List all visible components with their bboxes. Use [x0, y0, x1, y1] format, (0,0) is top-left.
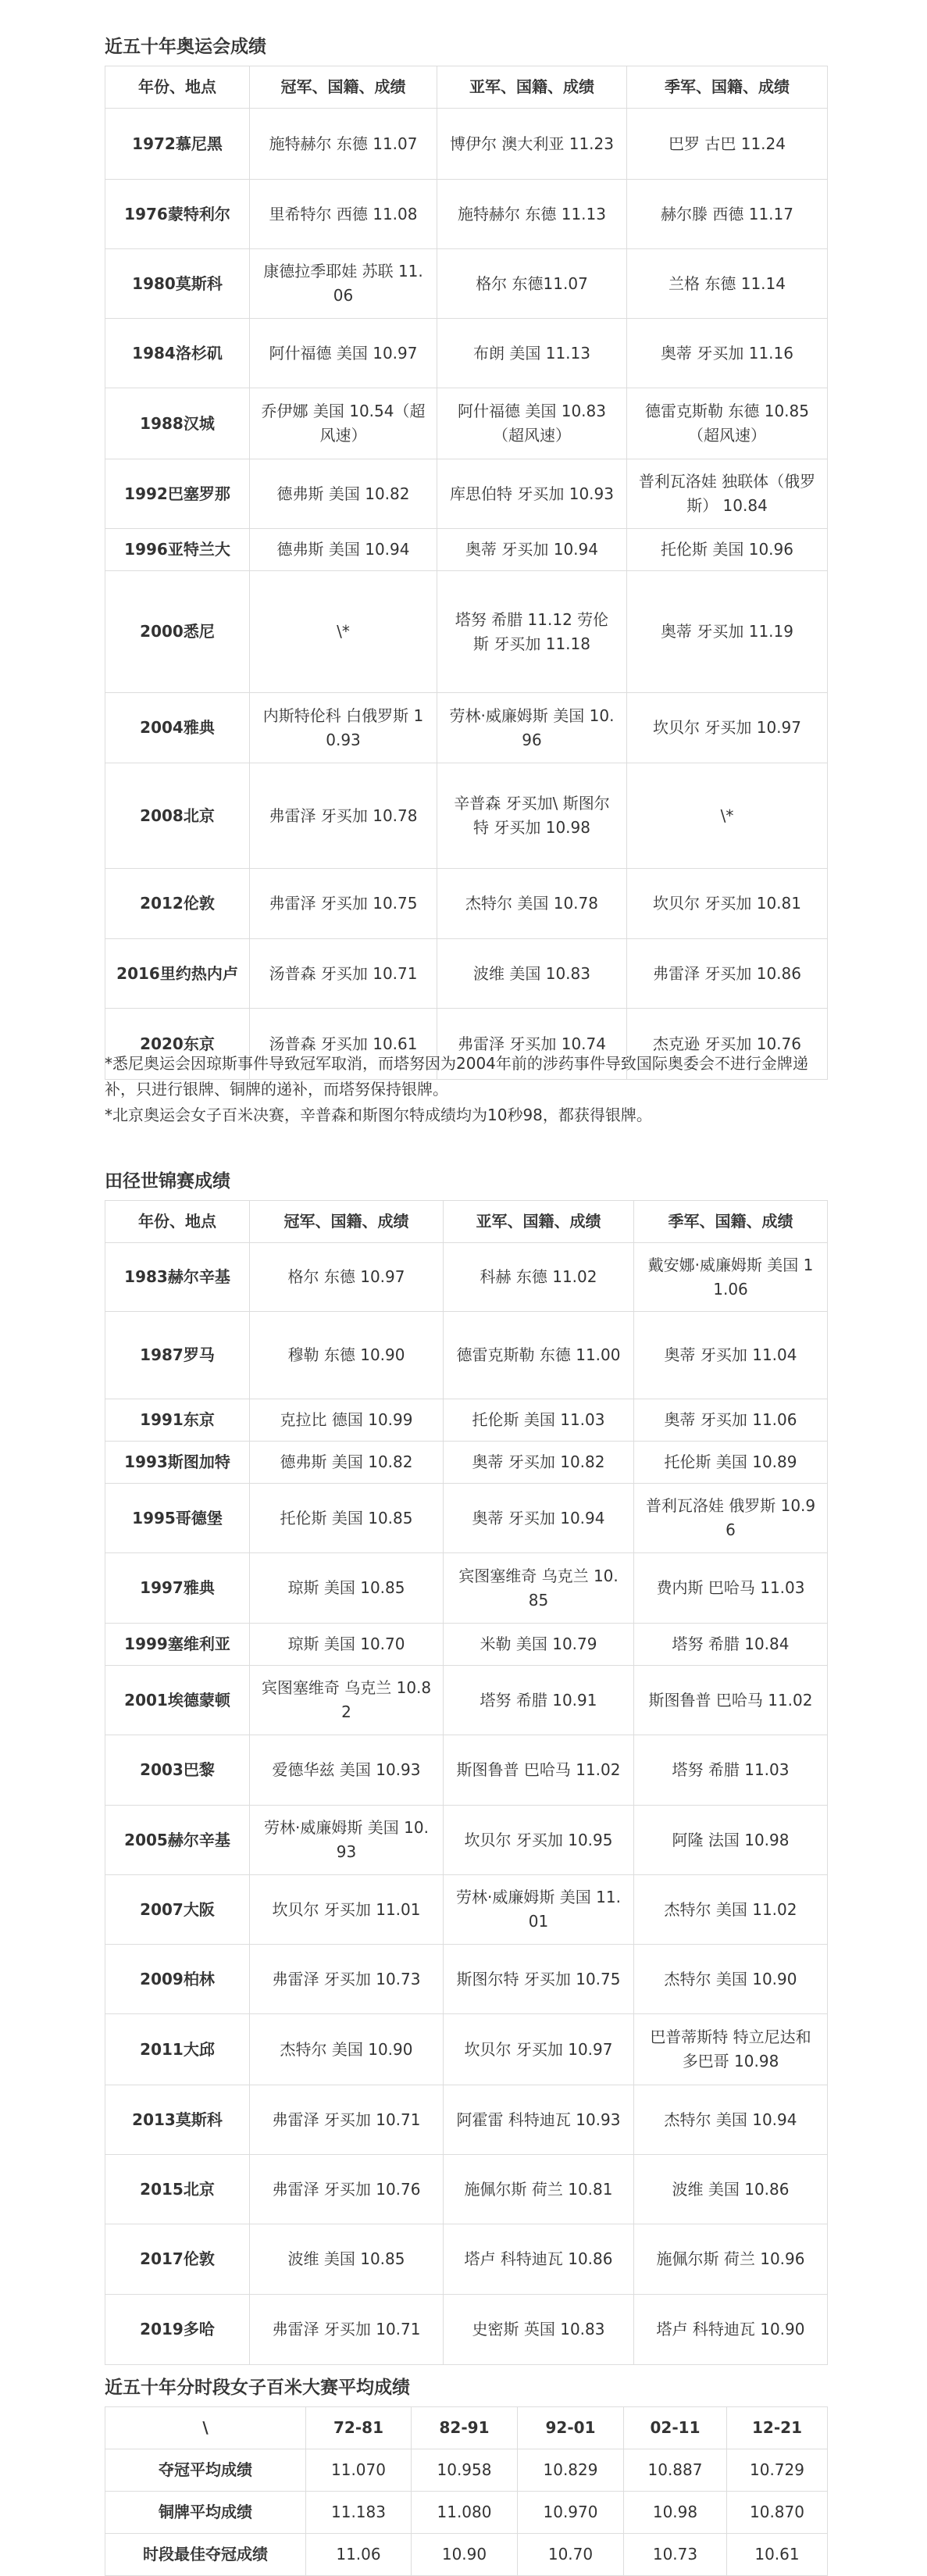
table-row: [105, 1243, 828, 1312]
row-label: 1993斯图加特: [105, 1442, 250, 1484]
table-cell: 杰特尔 美国 10.94: [634, 2085, 828, 2155]
table-cell: 德弗斯 美国 10.82: [250, 1442, 444, 1484]
row-label: 2013莫斯科: [105, 2085, 250, 2155]
row-label: 1984洛杉矶: [105, 319, 250, 388]
row-label: 夺冠平均成绩: [105, 2449, 306, 2492]
table-cell: 穆勒 东德 10.90: [250, 1312, 444, 1399]
table-row: [105, 388, 828, 459]
table-cell: 奥蒂 牙买加 10.94: [444, 1484, 634, 1553]
table-header-row: [105, 66, 828, 109]
row-label: 1997雅典: [105, 1553, 250, 1624]
table-cell: 杰特尔 美国 10.90: [634, 1945, 828, 2014]
table-row: [105, 2492, 828, 2534]
table-cell: 10.73: [624, 2534, 727, 2576]
table-row: [105, 2155, 828, 2224]
row-label: 铜牌平均成绩: [105, 2492, 306, 2534]
table-cell: 塔努 希腊 10.84: [634, 1624, 828, 1666]
table-row: [105, 2534, 828, 2576]
table-cell: 杰克逊 牙买加 10.76: [627, 1009, 828, 1080]
column-header: 12-21: [727, 2407, 828, 2449]
row-label: 2001埃德蒙顿: [105, 1666, 250, 1735]
table-cell: 阿什福德 美国 10.83（超风速）: [437, 388, 627, 459]
table-row: [105, 2224, 828, 2295]
table-cell: 普利瓦洛娃 俄罗斯 10.96: [634, 1484, 828, 1553]
olympics-notes: [105, 1051, 827, 1128]
olympics-note: *悉尼奥运会因琼斯事件导致冠军取消，而塔努因为2004年前的涉药事件导致国际奥委会不进行金牌递补，只进行银牌、铜牌的递补，而塔努保持银牌。: [105, 1054, 808, 1099]
table-cell: 10.970: [518, 2492, 624, 2534]
table-cell: 弗雷泽 牙买加 10.71: [250, 2085, 444, 2155]
table-cell: 宾图塞维奇 乌克兰 10.85: [444, 1553, 634, 1624]
table-cell: 赫尔滕 西德 11.17: [627, 180, 828, 249]
table-cell: 奥蒂 牙买加 11.04: [634, 1312, 828, 1399]
table-row: [105, 1806, 828, 1875]
table-cell: 斯图尔特 牙买加 10.75: [444, 1945, 634, 2014]
row-label: 1996亚特兰大: [105, 529, 250, 571]
table-cell: 克拉比 德国 10.99: [250, 1399, 444, 1442]
table-row: [105, 2014, 828, 2085]
table-cell: 科赫 东德 11.02: [444, 1243, 634, 1312]
table-cell: 10.870: [727, 2492, 828, 2534]
table-cell: 阿什福德 美国 10.97: [250, 319, 437, 388]
column-header: 72-81: [306, 2407, 412, 2449]
table-cell: 奥蒂 牙买加 10.82: [444, 1442, 634, 1484]
table-cell: 德雷克斯勒 东德 10.85（超风速）: [627, 388, 828, 459]
row-label: 2016里约热内卢: [105, 939, 250, 1009]
table-cell: 托伦斯 美国 10.89: [634, 1442, 828, 1484]
table-row: [105, 1624, 828, 1666]
table-header-row: [105, 1201, 828, 1243]
row-label: 2011大邱: [105, 2014, 250, 2085]
table-cell: 劳林·威廉姆斯 美国 10.96: [437, 693, 627, 763]
column-header: 82-91: [412, 2407, 518, 2449]
table-row: [105, 869, 828, 939]
table-cell: 阿隆 法国 10.98: [634, 1806, 828, 1875]
table-cell: 波维 美国 10.86: [634, 2155, 828, 2224]
worlds-table: [105, 1200, 828, 2365]
table-cell: 托伦斯 美国 11.03: [444, 1399, 634, 1442]
table-cell: 10.729: [727, 2449, 828, 2492]
table-cell: 琼斯 美国 10.70: [250, 1624, 444, 1666]
column-header: 亚军、国籍、成绩: [437, 66, 627, 109]
table-row: [105, 2295, 828, 2365]
table-cell: 博伊尔 澳大利亚 11.23: [437, 109, 627, 180]
table-cell: 托伦斯 美国 10.85: [250, 1484, 444, 1553]
table-cell: 乔伊娜 美国 10.54（超风速）: [250, 388, 437, 459]
table-cell: 坎贝尔 牙买加 10.97: [444, 2014, 634, 2085]
table-cell: 弗雷泽 牙买加 10.74: [437, 1009, 627, 1080]
table-cell: 波维 美国 10.83: [437, 939, 627, 1009]
row-label: 1976蒙特利尔: [105, 180, 250, 249]
table-cell: 11.080: [412, 2492, 518, 2534]
table-cell: 10.90: [412, 2534, 518, 2576]
row-label: 1983赫尔辛基: [105, 1243, 250, 1312]
table-cell: 杰特尔 美国 11.02: [634, 1875, 828, 1945]
table-cell: \*: [627, 763, 828, 869]
table-row: [105, 1666, 828, 1735]
column-header: 季军、国籍、成绩: [634, 1201, 828, 1243]
table-cell: 弗雷泽 牙买加 10.75: [250, 869, 437, 939]
table-cell: 弗雷泽 牙买加 10.76: [250, 2155, 444, 2224]
table-cell: 内斯特伦科 白俄罗斯 10.93: [250, 693, 437, 763]
table-cell: 康德拉季耶娃 苏联 11.06: [250, 249, 437, 319]
table-cell: 托伦斯 美国 10.96: [627, 529, 828, 571]
table-cell: 汤普森 牙买加 10.71: [250, 939, 437, 1009]
table-row: [105, 939, 828, 1009]
olympics-title: 近五十年奥运会成绩: [105, 37, 266, 57]
row-label: 1991东京: [105, 1399, 250, 1442]
table-row: [105, 1312, 828, 1399]
row-label: 2004雅典: [105, 693, 250, 763]
table-cell: 布朗 美国 11.13: [437, 319, 627, 388]
table-cell: 10.829: [518, 2449, 624, 2492]
table-cell: 弗雷泽 牙买加 10.78: [250, 763, 437, 869]
table-cell: 奥蒂 牙买加 11.19: [627, 571, 828, 693]
row-label: 2012伦敦: [105, 869, 250, 939]
table-row: [105, 1442, 828, 1484]
table-cell: 宾图塞维奇 乌克兰 10.82: [250, 1666, 444, 1735]
column-header: 92-01: [518, 2407, 624, 2449]
table-row: [105, 1875, 828, 1945]
table-cell: 坎贝尔 牙买加 10.97: [627, 693, 828, 763]
column-header: 02-11: [624, 2407, 727, 2449]
table-cell: 11.06: [306, 2534, 412, 2576]
table-row: [105, 763, 828, 869]
table-row: [105, 529, 828, 571]
table-cell: 德弗斯 美国 10.82: [250, 459, 437, 529]
table-cell: 施佩尔斯 荷兰 10.96: [634, 2224, 828, 2295]
table-cell: 杰特尔 美国 10.90: [250, 2014, 444, 2085]
table-cell: 里希特尔 西德 11.08: [250, 180, 437, 249]
row-label: 1995哥德堡: [105, 1484, 250, 1553]
table-cell: 兰格 东德 11.14: [627, 249, 828, 319]
table-cell: 巴罗 古巴 11.24: [627, 109, 828, 180]
column-header: 冠军、国籍、成绩: [250, 66, 437, 109]
row-label: 1980莫斯科: [105, 249, 250, 319]
row-label: 1988汉城: [105, 388, 250, 459]
table-cell: 10.958: [412, 2449, 518, 2492]
row-label: 2007大阪: [105, 1875, 250, 1945]
table-cell: 杰特尔 美国 10.78: [437, 869, 627, 939]
table-cell: 施特赫尔 东德 11.13: [437, 180, 627, 249]
table-cell: 塔努 希腊 11.12 劳伦斯 牙买加 11.18: [437, 571, 627, 693]
table-cell: 阿霍雷 科特迪瓦 10.93: [444, 2085, 634, 2155]
averages-table: [105, 2406, 828, 2576]
table-row: [105, 249, 828, 319]
row-label: 2005赫尔辛基: [105, 1806, 250, 1875]
table-cell: 10.887: [624, 2449, 727, 2492]
olympics-note: *北京奥运会女子百米决赛，辛普森和斯图尔特成绩均为10秒98，都获得银牌。: [105, 1106, 652, 1124]
table-cell: 弗雷泽 牙买加 10.73: [250, 1945, 444, 2014]
table-cell: 波维 美国 10.85: [250, 2224, 444, 2295]
table-cell: 塔努 希腊 10.91: [444, 1666, 634, 1735]
row-label: 2020东京: [105, 1009, 250, 1080]
table-row: [105, 693, 828, 763]
table-cell: 11.070: [306, 2449, 412, 2492]
column-header: 冠军、国籍、成绩: [250, 1201, 444, 1243]
table-cell: 坎贝尔 牙买加 10.95: [444, 1806, 634, 1875]
row-label: 2009柏林: [105, 1945, 250, 2014]
table-cell: 戴安娜·威廉姆斯 美国 11.06: [634, 1243, 828, 1312]
table-cell: 库思伯特 牙买加 10.93: [437, 459, 627, 529]
table-cell: 格尔 东德11.07: [437, 249, 627, 319]
row-label: 2008北京: [105, 763, 250, 869]
column-header: 季军、国籍、成绩: [627, 66, 828, 109]
table-cell: 弗雷泽 牙买加 10.71: [250, 2295, 444, 2365]
table-cell: 坎贝尔 牙买加 10.81: [627, 869, 828, 939]
table-cell: 奥蒂 牙买加 11.16: [627, 319, 828, 388]
table-cell: 塔努 希腊 11.03: [634, 1735, 828, 1806]
row-label: 2015北京: [105, 2155, 250, 2224]
table-row: [105, 1945, 828, 2014]
worlds-title: 田径世锦赛成绩: [105, 1171, 230, 1192]
row-label: 1992巴塞罗那: [105, 459, 250, 529]
table-cell: 德弗斯 美国 10.94: [250, 529, 437, 571]
olympics-table: [105, 66, 828, 1080]
row-label: 1987罗马: [105, 1312, 250, 1399]
column-header: 亚军、国籍、成绩: [444, 1201, 634, 1243]
table-cell: 弗雷泽 牙买加 10.86: [627, 939, 828, 1009]
table-row: [105, 109, 828, 180]
table-cell: 奥蒂 牙买加 10.94: [437, 529, 627, 571]
table-cell: 史密斯 英国 10.83: [444, 2295, 634, 2365]
table-cell: 10.98: [624, 2492, 727, 2534]
table-header-row: [105, 2407, 828, 2449]
table-cell: 德雷克斯勒 东德 11.00: [444, 1312, 634, 1399]
table-cell: 坎贝尔 牙买加 11.01: [250, 1875, 444, 1945]
table-cell: 巴普蒂斯特 特立尼达和多巴哥 10.98: [634, 2014, 828, 2085]
row-label: 时段最佳夺冠成绩: [105, 2534, 306, 2576]
table-cell: 斯图鲁普 巴哈马 11.02: [444, 1735, 634, 1806]
table-cell: 奥蒂 牙买加 11.06: [634, 1399, 828, 1442]
row-label: 2000悉尼: [105, 571, 250, 693]
table-row: [105, 1484, 828, 1553]
table-cell: 劳林·威廉姆斯 美国 11.01: [444, 1875, 634, 1945]
table-cell: 塔卢 科特迪瓦 10.86: [444, 2224, 634, 2295]
averages-title: 近五十年分时段女子百米大赛平均成绩: [105, 2378, 410, 2398]
table-cell: 施佩尔斯 荷兰 10.81: [444, 2155, 634, 2224]
table-cell: 爱德华兹 美国 10.93: [250, 1735, 444, 1806]
column-header: \: [105, 2407, 306, 2449]
table-cell: 塔卢 科特迪瓦 10.90: [634, 2295, 828, 2365]
table-row: [105, 319, 828, 388]
table-cell: 普利瓦洛娃 独联体（俄罗斯） 10.84: [627, 459, 828, 529]
table-cell: 10.61: [727, 2534, 828, 2576]
table-cell: 斯图鲁普 巴哈马 11.02: [634, 1666, 828, 1735]
table-row: [105, 2449, 828, 2492]
column-header: 年份、地点: [105, 1201, 250, 1243]
row-label: 2003巴黎: [105, 1735, 250, 1806]
table-cell: 格尔 东德 10.97: [250, 1243, 444, 1312]
table-cell: 劳林·威廉姆斯 美国 10.93: [250, 1806, 444, 1875]
table-cell: \*: [250, 571, 437, 693]
table-cell: 米勒 美国 10.79: [444, 1624, 634, 1666]
table-row: [105, 1735, 828, 1806]
row-label: 1972慕尼黑: [105, 109, 250, 180]
row-label: 2017伦敦: [105, 2224, 250, 2295]
column-header: 年份、地点: [105, 66, 250, 109]
table-row: [105, 180, 828, 249]
table-row: [105, 1553, 828, 1624]
row-label: 2019多哈: [105, 2295, 250, 2365]
table-cell: 10.70: [518, 2534, 624, 2576]
table-row: [105, 459, 828, 529]
table-row: [105, 571, 828, 693]
table-row: [105, 2085, 828, 2155]
table-row: [105, 1399, 828, 1442]
table-cell: 汤普森 牙买加 10.61: [250, 1009, 437, 1080]
row-label: 1999塞维利亚: [105, 1624, 250, 1666]
table-cell: 费内斯 巴哈马 11.03: [634, 1553, 828, 1624]
table-cell: 辛普森 牙买加\ 斯图尔特 牙买加 10.98: [437, 763, 627, 869]
table-cell: 琼斯 美国 10.85: [250, 1553, 444, 1624]
table-cell: 施特赫尔 东德 11.07: [250, 109, 437, 180]
table-cell: 11.183: [306, 2492, 412, 2534]
